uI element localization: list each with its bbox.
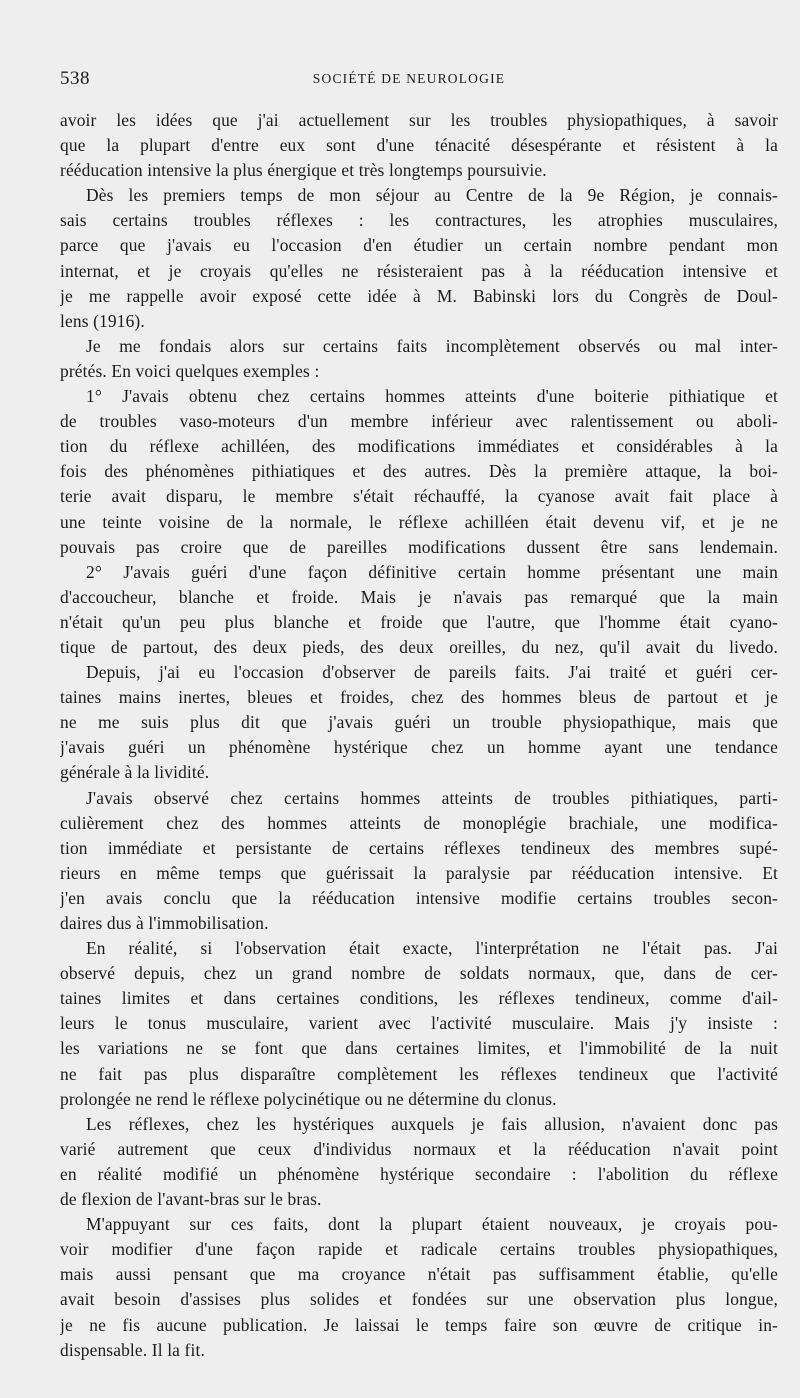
text-line: varié autrement que ceux d'individus normaux et la rééducation n'avait point xyxy=(60,1138,778,1159)
text-line: prolongée ne rend le réflexe polycinétique ou ne détermine du clonus. xyxy=(60,1088,557,1109)
text-line: J'avais observé chez certains hommes atteints de troubles pithiatiques, parti- xyxy=(86,787,778,808)
text-line: avoir les idées que j'ai actuellement sur les troubles physiopathiques, à savoir xyxy=(60,110,778,130)
text-line: je me rappelle avoir exposé cette idée à M. Babinski lors du Congrès de Doul- xyxy=(60,285,778,306)
running-head: SOCIÉTÉ DE NEUROLOGIE xyxy=(312,71,506,86)
text-line: 2° J'avais guéri d'une façon définitive certain homme présentant une main xyxy=(86,561,778,582)
text-line: une teinte voisine de la normale, le réflexe achilléen était devenu vif, et je ne xyxy=(60,511,778,532)
text-line: En réalité, si l'observation était exacte, l'interprétation ne l'était pas. J'ai xyxy=(86,938,778,959)
text-line: Depuis, j'ai eu l'occasion d'observer de pareils faits. J'ai traité et guéri cer- xyxy=(86,662,778,683)
text-line: fois des phénomènes pithiatiques et des autres. Dès la première attaque, la boi- xyxy=(60,461,778,482)
text-line: lens (1916). xyxy=(60,310,145,331)
text-line: culièrement chez des hommes atteints de monoplégie brachiale, une modifica- xyxy=(60,812,778,833)
text-line: internat, et je croyais qu'elles ne résisteraient pas à la rééducation intensive et xyxy=(60,260,778,281)
page-header xyxy=(60,68,758,92)
text-line: rééducation intensive la plus énergique et très longtemps poursuivie. xyxy=(60,160,547,181)
text-line: je ne fis aucune publication. Je laissai le temps faire son œuvre de critique in- xyxy=(60,1314,778,1335)
body-text xyxy=(60,108,778,1363)
text-line: tion immédiate et persistante de certains réflexes tendineux des membres supé- xyxy=(60,837,778,858)
text-line: ne fait pas plus disparaître complètement les réflexes tendineux que l'activité xyxy=(60,1063,778,1084)
text-line: rieurs en même temps que guérissait la paralysie par rééducation intensive. Et xyxy=(60,862,778,883)
text-line: tion du réflexe achilléen, des modifications immédiates et considérables à la xyxy=(60,436,778,457)
text-line: générale à la lividité. xyxy=(60,762,210,783)
text-line: daires dus à l'immobilisation. xyxy=(60,913,269,933)
text-line: d'accoucheur, blanche et froide. Mais je n'avais pas remarqué que la main xyxy=(60,586,778,607)
text-line: leurs le tonus musculaire, varient avec l'activité musculaire. Mais j'y insiste : xyxy=(60,1013,778,1034)
text-line: Je me fondais alors sur certains faits incomplètement observés ou mal inter- xyxy=(86,335,778,356)
text-line: sais certains troubles réflexes : les contractures, les atrophies musculaires, xyxy=(60,210,778,231)
text-line: les variations ne se font que dans certaines limites, et l'immobilité de la nuit xyxy=(60,1038,778,1059)
text-line: taines mains inertes, bleues et froides, chez des hommes bleus de partout et je xyxy=(60,687,778,708)
text-line: Dès les premiers temps de mon séjour au Centre de la 9e Région, je connais- xyxy=(86,185,778,206)
text-line: n'était qu'un peu plus blanche et froide que l'autre, que l'homme était cyano- xyxy=(60,611,778,632)
text-line: M'appuyant sur ces faits, dont la plupart étaient nouveaux, je croyais pou- xyxy=(86,1214,778,1235)
text-line: pouvais pas croire que de pareilles modifications dussent être sans lendemain. xyxy=(60,536,778,557)
text-line: en réalité modifié un phénomène hystérique secondaire : l'abolition du réflexe xyxy=(60,1163,778,1184)
text-line: que la plupart d'entre eux sont d'une ténacité désespérante et résistent à la xyxy=(60,135,778,156)
text-line: terie avait disparu, le membre s'était réchauffé, la cyanose avait fait place à xyxy=(60,486,778,507)
text-line: de flexion de l'avant-bras sur le bras. xyxy=(60,1189,322,1210)
text-line: avait besoin d'assises plus solides et fondées sur une observation plus longue, xyxy=(60,1289,778,1310)
text-line: dispensable. Il la fit. xyxy=(60,1339,205,1360)
text-line: voir modifier d'une façon rapide et radicale certains troubles physiopathiques, xyxy=(60,1239,778,1260)
text-line: mais aussi pensant que ma croyance n'était pas suffisamment établie, qu'elle xyxy=(60,1264,778,1285)
text-line: prétés. En voici quelques exemples : xyxy=(60,360,320,381)
text-line: tique de partout, des deux pieds, des deux oreilles, du nez, qu'il avait du livedo. xyxy=(60,636,778,657)
text-line: j'avais guéri un phénomène hystérique chez un homme ayant une tendance xyxy=(60,737,778,758)
text-line: ne me suis plus dit que j'avais guéri un trouble physiopathique, mais que xyxy=(60,712,778,733)
text-line: Les réflexes, chez les hystériques auxquels je fais allusion, n'avaient donc pas xyxy=(86,1113,778,1134)
text-line: observé depuis, chez un grand nombre de soldats normaux, que, dans de cer- xyxy=(60,963,778,984)
text-line: j'en avais conclu que la rééducation intensive modifie certains troubles secon- xyxy=(60,887,778,908)
text-line: parce que j'avais eu l'occasion d'en étudier un certain nombre pendant mon xyxy=(60,235,778,256)
text-line: 1° J'avais obtenu chez certains hommes atteints d'une boiterie pithiatique et xyxy=(86,386,778,407)
text-line: taines limites et dans certaines conditions, les réflexes tendineux, comme d'ail- xyxy=(60,988,778,1009)
page-number: 538 xyxy=(60,68,90,89)
text-line: de troubles vaso-moteurs d'un membre inférieur avec ralentissement ou aboli- xyxy=(60,411,778,432)
